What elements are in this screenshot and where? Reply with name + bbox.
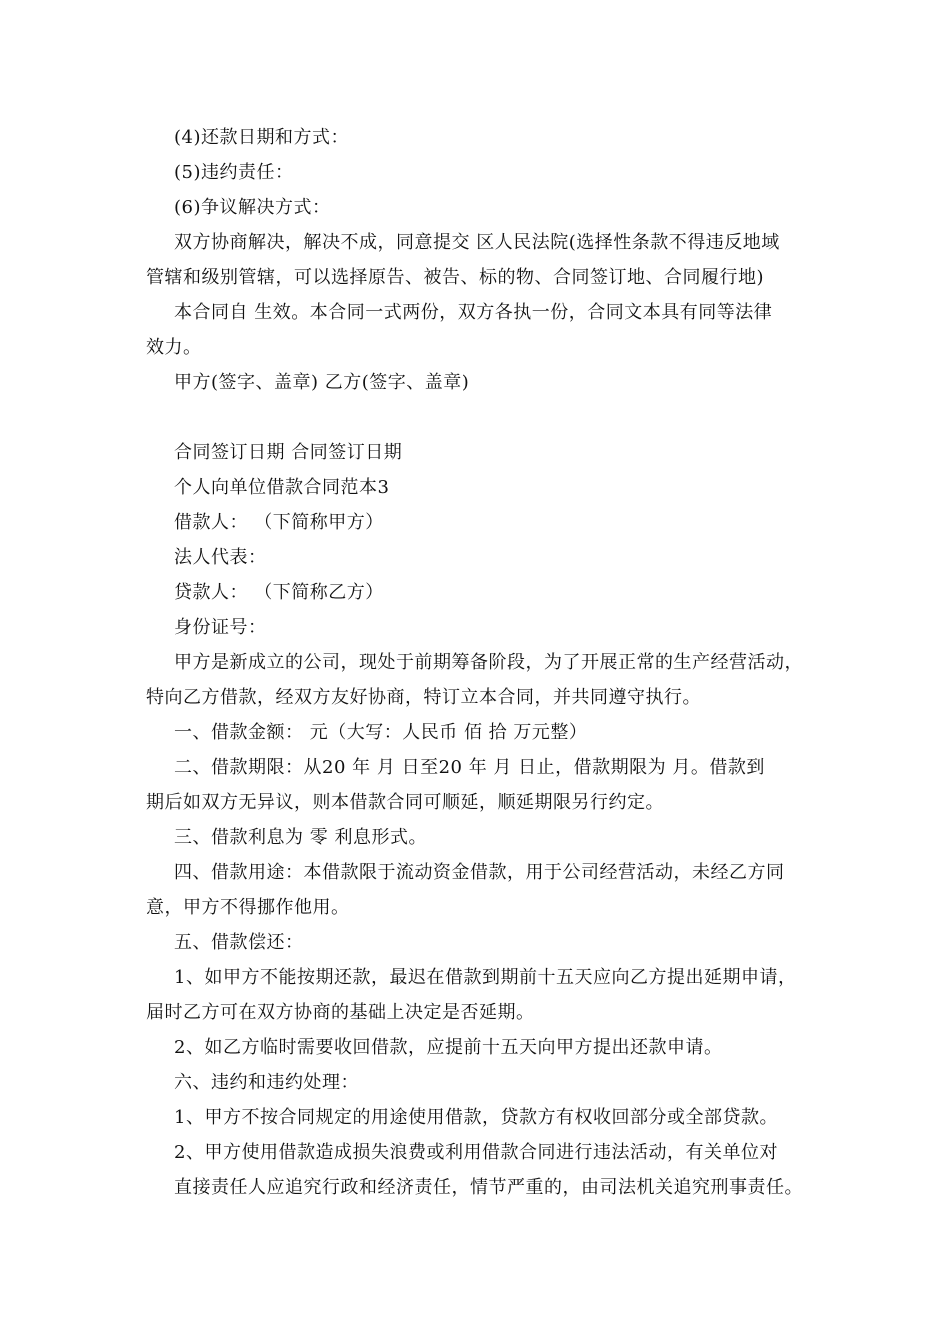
repayment-item-1-line-2: 届时乙方可在双方协商的基础上决定是否延期。	[146, 1002, 535, 1023]
clause-5-breach: (5)违约责任：	[174, 162, 294, 183]
lender-line: 贷款人： （下简称乙方）	[174, 582, 384, 603]
borrower-line: 借款人： （下简称甲方）	[174, 512, 384, 533]
article-1-amount: 一、借款金额： 元（大写：人民币 佰 拾 万元整）	[174, 722, 588, 743]
effect-paragraph-line-2: 效力。	[146, 337, 202, 358]
section-title: 个人向单位借款合同范本3	[174, 477, 390, 498]
article-2-term-line-1: 二、借款期限：从20 年 月 日至20 年 月 日止，借款期限为 月。借款到	[174, 757, 765, 778]
article-4-purpose-line-1: 四、借款用途：本借款限于流动资金借款，用于公司经营活动，未经乙方同	[174, 862, 785, 883]
article-5-repayment: 五、借款偿还：	[174, 932, 304, 953]
breach-item-1: 1、甲方不按合同规定的用途使用借款，贷款方有权收回部分或全部贷款。	[174, 1107, 778, 1128]
signature-line: 甲方(签字、盖章) 乙方(签字、盖章)	[174, 372, 470, 393]
clause-6-dispute: (6)争议解决方式：	[174, 197, 331, 218]
repayment-item-2: 2、如乙方临时需要收回借款，应提前十五天向甲方提出还款申请。	[174, 1037, 723, 1058]
preamble-line-1: 甲方是新成立的公司，现处于前期筹备阶段，为了开展正常的生产经营活动，	[174, 652, 803, 673]
breach-item-2-line-1: 2、甲方使用借款造成损失浪费或利用借款合同进行违法活动，有关单位对	[174, 1142, 778, 1163]
article-4-purpose-line-2: 意，甲方不得挪作他用。	[146, 897, 350, 918]
breach-item-2-line-2: 直接责任人应追究行政和经济责任，情节严重的，由司法机关追究刑事责任。	[174, 1177, 803, 1198]
article-6-breach: 六、违约和违约处理：	[174, 1072, 359, 1093]
legal-rep-line: 法人代表：	[174, 547, 267, 568]
effect-paragraph-line-1: 本合同自 生效。本合同一式两份，双方各执一份，合同文本具有同等法律	[174, 302, 773, 323]
article-2-term-line-2: 期后如双方无异议，则本借款合同可顺延，顺延期限另行约定。	[146, 792, 664, 813]
repayment-item-1-line-1: 1、如甲方不能按期还款，最迟在借款到期前十五天应向乙方提出延期申请，	[174, 967, 797, 988]
signing-date-line: 合同签订日期 合同签订日期	[174, 442, 403, 463]
article-3-interest: 三、借款利息为 零 利息形式。	[174, 827, 427, 848]
dispute-paragraph-line-2: 管辖和级别管辖，可以选择原告、被告、标的物、合同签订地、合同履行地)	[146, 267, 765, 288]
dispute-paragraph-line-1: 双方协商解决，解决不成，同意提交 区人民法院(选择性条款不得违反地域	[174, 232, 780, 253]
id-number-line: 身份证号：	[174, 617, 267, 638]
clause-4-repayment: (4)还款日期和方式：	[174, 127, 349, 148]
preamble-line-2: 特向乙方借款，经双方友好协商，特订立本合同，并共同遵守执行。	[146, 687, 701, 708]
